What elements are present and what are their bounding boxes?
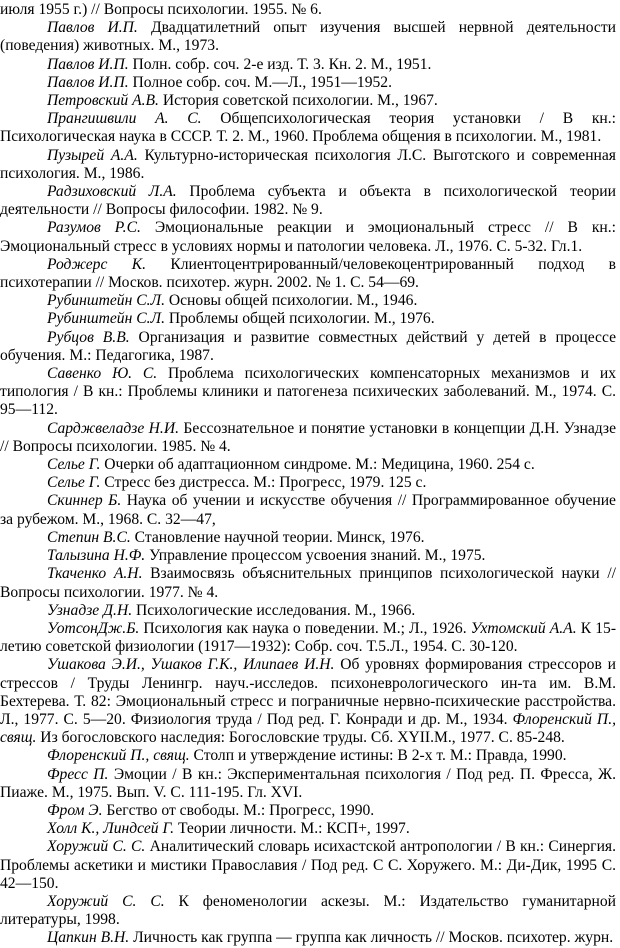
reference-text: Общепсихологическая теория установки / В кн.: Психологическая наука в СССР. Т. 2. М., 1960. Проблема общения в психологии. М., 1981. (0, 110, 616, 146)
reference-text: К феноменологии аскезы. М.: Издательство гуманитарной литературы, 1998. (0, 892, 616, 929)
reference-entry (0, 310, 616, 328)
reference-entry (0, 292, 616, 310)
reference-entry (0, 456, 616, 474)
reference-text: К 15-летию советской физиологии (1917—1932): Собр. соч. Т.5.Л., 1954. С. 30-120. (0, 619, 617, 656)
reference-entry (0, 747, 616, 765)
reference-author: Скиннер Б. (47, 492, 122, 510)
reference-text: Клиентоцентрированный/человекоцентрированный подход в психотерапии // Москов. психотер. журн. 2002. № 1. С. 54—69. (0, 255, 616, 292)
reference-entry (0, 929, 616, 947)
reference-author: Пузырей А.А. (47, 146, 138, 164)
reference-entry (0, 19, 616, 55)
reference-text: Становление научной теории. Минск, 1976. (130, 528, 425, 546)
reference-author: Савенко Ю. С. (47, 365, 158, 383)
reference-author: Фресс П. (47, 765, 109, 783)
reference-text: Теории личности. М.: КСП+, 1997. (174, 820, 410, 838)
reference-text: Очерки об адаптационном синдроме. М.: Медицина, 1960. 254 с. (100, 456, 535, 474)
reference-author: Холл К., Линдсей Г. (47, 820, 175, 838)
reference-entry (0, 219, 616, 255)
reference-entry (0, 602, 616, 620)
reference-author: Узнадзе Д.Н. (47, 601, 133, 619)
reference-entry (0, 547, 616, 565)
reference-entry (0, 256, 616, 292)
reference-entry (0, 492, 616, 528)
reference-text: Проблема субъекта и объекта в психологической теории деятельности // Вопросы философии. 1982. № 9. (0, 183, 616, 219)
reference-author: Роджерс К. (47, 255, 146, 273)
reference-author: Селье Г. (47, 456, 101, 474)
reference-author: Талызина Н.Ф. (47, 547, 146, 565)
reference-text: Основы общей психологии. М., 1946. (164, 292, 418, 310)
reference-entry (0, 820, 616, 838)
reference-author: Флоренский П., свящ. (47, 747, 190, 765)
reference-text: Бессознательное и понятие установки в концепции Д.Н. Узнадзе // Вопросы психологии. 1985. № 4. (0, 419, 616, 455)
reference-author: Радзиховский Л.А. (47, 183, 177, 201)
reference-author: Павлов И.П. (47, 55, 129, 73)
reference-text: История советской психологии. М., 1967. (158, 92, 438, 110)
reference-text: Стресс без дистресса. М.: Прогресс, 1979. 125 с. (100, 474, 427, 492)
reference-author: Рубцов В.В. (47, 328, 130, 346)
reference-text: Культурно-историческая психология Л.С. Выготского и современная психология. М., 1986. (0, 146, 616, 182)
reference-text: Личность как группа — группа как личность // Москов. психотер. журн. (129, 929, 614, 947)
reference-author: Петровский А.В. (47, 92, 159, 110)
reference-text: Управление процессом усвоения знаний. М., 1975. (145, 547, 486, 565)
reference-entry (0, 329, 616, 365)
reference-text: Эмоции / В кн.: Экспериментальная психология / Под ред. П. Фресса, Ж. Пиаже. М., 1975. Вып. V. С. 111-195. Гл. XVI. (0, 765, 616, 801)
reference-author: Ткаченко А.Н. (47, 565, 143, 583)
reference-entry (0, 474, 616, 492)
reference-text: Психологические исследования. М., 1966. (132, 601, 416, 619)
reference-author: Ушакова Э.И., Ушаков Г.К., Илипаев И.Н. (47, 656, 335, 674)
reference-text: Об уровнях формирования стрессоров и стрессов / Труды Ленингр. науч.-исследов. психоневрологического ин-та им. В.М. Бехтерева. Т. 82: Эмоциональный стресс и пограничные нервно-психические расстройства. Л., 1977. С. 5—20. Физиология труда / Под ред. Г. Конради и др. М., 1934. (0, 656, 616, 728)
reference-entry (0, 620, 616, 656)
reference-text: Полн. собр. соч. 2-е изд. Т. 3. Кн. 2. М., 1951. (128, 55, 432, 73)
reference-entry (0, 92, 616, 110)
reference-author: Хоружий С. С. (47, 892, 165, 910)
reference-entry (0, 1, 616, 19)
reference-text: июля 1955 г.) // Вопросы психологии. 1955. № 6. (0, 1, 322, 18)
reference-author: Ухтомский А.А. (470, 619, 577, 637)
reference-text: Столп и утверждение истины: В 2-х т. М.: Правда, 1990. (189, 747, 567, 765)
reference-entry (0, 183, 616, 219)
reference-text: Бегство от свободы. М.: Прогресс, 1990. (102, 801, 375, 819)
reference-entry (0, 420, 616, 456)
reference-author: Хоружий С. С. (47, 838, 146, 856)
reference-text: Организация и развитие совместных действий у детей в процессе обучения. М.: Педагогика, 1987. (0, 328, 616, 364)
reference-author: Селье Г. (47, 474, 101, 492)
reference-entry (0, 565, 616, 601)
reference-author: Сарджвеладзе Н.И. (47, 419, 179, 437)
reference-author: Фром Э. (47, 801, 103, 819)
reference-text: Взаимосвязь объяснительных принципов психологической науки // Вопросы психологии. 1977. № 4. (0, 565, 616, 601)
reference-text: Проблема психологических компенсаторных механизмов и их типология / В кн.: Проблемы клиники и патогенеза психических заболеваний. М., 1974. С. 95—112. (0, 365, 616, 419)
reference-author: Рубинштейн С.Л. (47, 292, 165, 310)
reference-text: Психология как наука о поведении. М.; Л., 1926. (139, 619, 471, 637)
reference-entry (0, 56, 616, 74)
reference-text: Двадцатилетний опыт изучения высшей нервной деятельности (поведения) животных. М., 1973. (0, 19, 616, 55)
reference-entry (0, 529, 616, 547)
reference-text: Эмоциональные реакции и эмоциональный стресс // В кн.: Эмоциональный стресс в условиях нормы и патологии человека. Л., 1976. С. 5-32. Гл.1. (0, 219, 616, 255)
reference-entry (0, 147, 616, 183)
reference-text: Наука об учении и искусстве обучения // Программированное обучение за рубежом. М., 1968. С. 32—47, (0, 492, 616, 528)
reference-text: Полное собр. соч. М.—Л., 1951—1952. (128, 73, 392, 91)
reference-entry (0, 766, 616, 802)
reference-entry (0, 110, 616, 146)
reference-entry (0, 838, 616, 893)
reference-author: Павлов И.П. (47, 19, 138, 37)
reference-author: Цапкин В.Н. (47, 929, 130, 947)
reference-entry (0, 656, 616, 747)
reference-entry (0, 802, 616, 820)
reference-author: Рубинштейн С.Л. (47, 310, 165, 328)
reference-entry (0, 365, 616, 420)
reference-author: Степин В.С. (47, 528, 131, 546)
reference-author: Прангишвили А. С. (47, 110, 202, 128)
reference-text: Аналитический словарь исихастской антропологии / В кн.: Синергия. Проблемы аскетики и мистики Православия / Под ред. С С. Хоружего. М.: Ди-Дик, 1995 С. 42—150. (0, 838, 616, 892)
reference-author: Флоренский П., свящ. (0, 710, 616, 747)
reference-author: Павлов И.П. (47, 73, 129, 91)
reference-text: Проблемы общей психологии. М., 1976. (164, 310, 435, 328)
reference-entry (0, 74, 616, 92)
reference-text: Из богословского наследия: Богословские труды. Сб. XYII.M., 1977. С. 85-248. (36, 729, 565, 747)
reference-entry (0, 893, 616, 929)
reference-author: Разумов Р.С. (47, 219, 141, 237)
reference-author: УотсонДж.Б. (47, 619, 140, 637)
